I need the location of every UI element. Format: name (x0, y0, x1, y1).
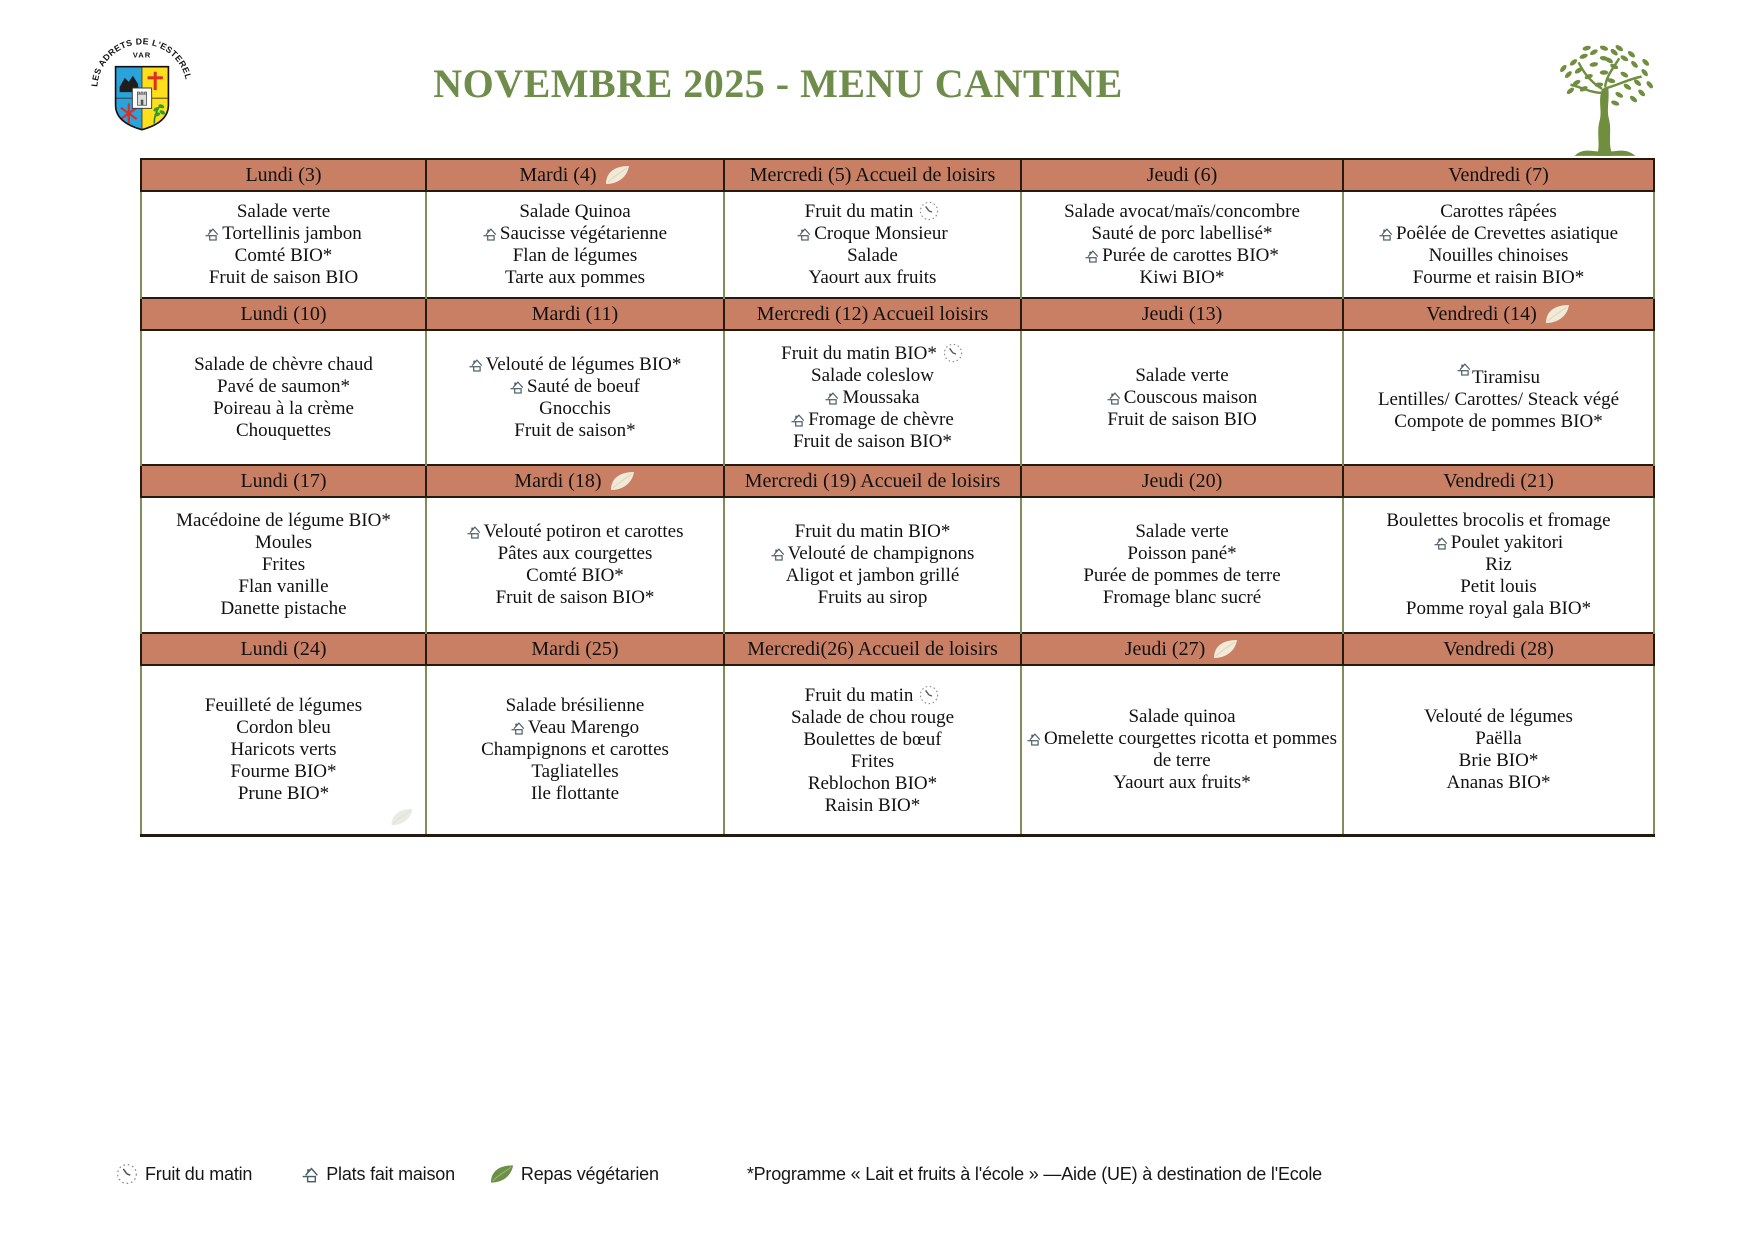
menu-item-text: Salade coleslow (811, 365, 934, 386)
menu-item-text: Salade de chèvre chaud (194, 353, 373, 375)
menu-item-text: Paëlla (1475, 728, 1522, 749)
menu-item-text: Frites (261, 554, 306, 575)
menu-item (146, 245, 421, 267)
menu-item (1026, 223, 1338, 245)
day-header-cell (1021, 465, 1343, 497)
menu-cell (724, 330, 1021, 465)
menu-item (1026, 365, 1338, 387)
menu-item (1348, 362, 1649, 389)
menu-item (729, 223, 1016, 245)
house-fait-maison-icon (1027, 732, 1042, 746)
legend-repas-vegetarien (489, 1163, 659, 1186)
menu-item (729, 587, 1016, 609)
day-header-label: Mercredi (19) Accueil de loisirs (744, 469, 1001, 492)
crest-region-text: VAR (132, 50, 152, 60)
menu-item-text: Saucisse végétarienne (499, 222, 668, 244)
house-fait-maison-icon (1434, 536, 1449, 550)
clock-fruit-du-matin-icon (918, 200, 940, 222)
menu-item-text: Raisin BIO* (824, 794, 921, 816)
menu-item-text: Fromage blanc sucré (1102, 587, 1262, 608)
menu-cell (1343, 665, 1654, 836)
menu-item-text: Pomme royal gala BIO* (1405, 598, 1592, 619)
menu-item-text: Omelette courgettes ricotta et pommes de terre (1044, 728, 1337, 771)
menu-cell (724, 191, 1021, 298)
menu-cell (1343, 191, 1654, 298)
house-fait-maison-icon (205, 227, 220, 241)
menu-item-text: Danette pistache (220, 598, 347, 619)
menu-item-text: Sauté de boeuf (527, 375, 640, 397)
legend-label: Plats fait maison (326, 1163, 455, 1184)
menu-item-text: Tagliatelles (531, 761, 619, 782)
menu-item-text: Poulet yakitori (1450, 532, 1564, 553)
day-header-label: Mardi (25) (531, 637, 619, 660)
menu-item (729, 543, 1016, 565)
menu-item (1348, 598, 1649, 620)
menu-item (431, 267, 719, 289)
clock-fruit-du-matin-icon (918, 684, 940, 706)
menu-item-text: Salade (847, 245, 898, 266)
menu-item (729, 751, 1016, 773)
menu-cell (141, 330, 426, 465)
menu-item (431, 398, 719, 420)
menu-item-text: Flan vanille (238, 576, 329, 597)
clock-icon (115, 1162, 139, 1186)
house-fait-maison-icon (511, 721, 526, 735)
day-header-label: Lundi (24) (240, 637, 327, 660)
menu-item (146, 223, 421, 245)
menu-item (729, 342, 1016, 365)
day-header-label: Mercredi(26) Accueil de loisirs (747, 637, 998, 660)
menu-item-text: Carottes râpées (1440, 200, 1557, 222)
day-header-cell (141, 298, 426, 330)
menu-item (1348, 411, 1649, 433)
house-fait-maison-icon (1457, 362, 1472, 376)
menu-item (146, 532, 421, 554)
menu-item (1026, 543, 1338, 565)
house-icon (302, 1166, 320, 1183)
menu-item (146, 576, 421, 598)
menu-item (431, 420, 719, 442)
house-fait-maison-icon (1379, 227, 1394, 241)
menu-item (146, 420, 421, 442)
menu-item (729, 684, 1016, 707)
menu-item (146, 739, 421, 761)
menu-item (431, 245, 719, 267)
menu-item-text: Croque Monsieur (814, 223, 948, 244)
menu-item (729, 795, 1016, 817)
menu-item-text: Fourme et raisin BIO* (1412, 266, 1585, 288)
menu-item (1348, 554, 1649, 576)
day-header-label: Vendredi (7) (1448, 163, 1549, 186)
menu-item-text: Fruit du matin BIO* (781, 343, 937, 364)
menu-item (146, 783, 421, 805)
menu-item-text: Velouté de légumes BIO* (485, 353, 682, 375)
menu-item (1026, 565, 1338, 587)
day-header-label: Vendredi (14) (1426, 302, 1537, 325)
menu-item-text: Tarte aux pommes (504, 266, 646, 288)
day-header-cell (426, 633, 724, 665)
page-title: NOVEMBRE 2025 - MENU CANTINE (433, 61, 1123, 106)
day-header-label: Jeudi (13) (1141, 302, 1223, 325)
menu-cell (141, 191, 426, 298)
menu-item-text: Poêlée de Crevettes asiatique (1395, 222, 1619, 244)
house-fait-maison-icon (797, 227, 812, 241)
menu-cell (724, 497, 1021, 633)
menu-item-text: Yaourt aux fruits* (1113, 772, 1251, 793)
menu-item-text: Flan de légumes (512, 244, 638, 266)
menu-item (1026, 245, 1338, 267)
menu-item-text: Tortellinis jambon (222, 222, 362, 244)
menu-item (431, 543, 719, 565)
day-header-cell (1343, 465, 1654, 497)
menu-item (1026, 521, 1338, 543)
day-header-cell (426, 298, 724, 330)
menu-item-text: Reblochon BIO* (807, 772, 938, 794)
menu-item-text: Gnocchis (539, 397, 611, 419)
menu-item-text: Fruit du matin BIO* (794, 521, 951, 542)
legend-note: *Programme « Lait et fruits à l'école » —Aide (UE) à destination de l'Ecole (746, 1163, 1322, 1184)
day-header-label: Vendredi (21) (1443, 469, 1554, 492)
menu-item-text: Fruit de saison BIO (208, 266, 359, 288)
menu-item-text: Fruit de saison BIO* (495, 587, 655, 608)
menu-item-text: Fourme BIO* (230, 761, 337, 782)
pale-leaf-icon (389, 807, 415, 828)
menu-item (729, 431, 1016, 453)
menu-item-text: Poireau à la crème (213, 397, 354, 419)
menu-item (146, 695, 421, 717)
menu-item (431, 783, 719, 805)
legend-plats-fait-maison (302, 1164, 455, 1185)
menu-item-text: Moussaka (842, 387, 920, 408)
menu-item-text: Velouté potiron et carottes (483, 521, 684, 542)
menu-item (1026, 587, 1338, 609)
menu-item-text: Cordon bleu (236, 717, 331, 738)
menu-item-text: Veau Marengo (527, 717, 640, 738)
day-header-cell (1343, 159, 1654, 191)
menu-item (1026, 728, 1338, 772)
day-header-label: Lundi (3) (245, 163, 322, 186)
menu-item (431, 201, 719, 223)
menu-item-text: Fruit de saison* (514, 419, 636, 441)
menu-item-text: Ananas BIO* (1446, 772, 1551, 793)
menu-cell (1343, 497, 1654, 633)
menu-item (431, 739, 719, 761)
legend-label: Repas végétarien (520, 1163, 659, 1184)
day-header-label: Lundi (17) (240, 469, 327, 492)
menu-item (729, 245, 1016, 267)
menu-item (729, 521, 1016, 543)
menu-item-text: Chouquettes (236, 419, 331, 441)
menu-item-text: Pâtes aux courgettes (497, 543, 653, 564)
legend (110, 1162, 1322, 1186)
menu-item-text: Kiwi BIO* (1139, 266, 1225, 288)
house-fait-maison-icon (825, 391, 840, 405)
menu-item (146, 598, 421, 620)
menu-item-text: Salade Quinoa (519, 200, 631, 222)
menu-item (146, 510, 421, 532)
menu-item-text: Fruit du matin (804, 684, 914, 706)
menu-item-text: Couscous maison (1123, 386, 1258, 408)
menu-item-text: Salade de chou rouge (790, 706, 955, 728)
olive-tree-logo (1546, 40, 1662, 160)
day-header-label: Mardi (18) (514, 469, 602, 492)
menu-item (146, 354, 421, 376)
crest-arc-text: LES ADRETS DE L'ESTEREL (89, 36, 194, 88)
menu-item (729, 387, 1016, 409)
menu-item (1348, 267, 1649, 289)
menu-cell (141, 665, 426, 836)
menu-item (1348, 201, 1649, 223)
menu-item-text: Sauté de porc labellisé* (1091, 222, 1273, 244)
menu-item (1348, 223, 1649, 245)
menu-item (729, 200, 1016, 223)
menu-item (1348, 389, 1649, 411)
legend-fruit-du-matin (110, 1162, 252, 1186)
menu-item-text: Velouté de champignons (787, 543, 975, 564)
menu-item-text: Fruits au sirop (817, 587, 928, 608)
vegetarian-leaf-icon (1212, 638, 1239, 661)
menu-item (146, 554, 421, 576)
house-fait-maison-icon (483, 227, 498, 241)
menu-item (1026, 772, 1338, 794)
day-header-label: Mardi (4) (519, 163, 597, 186)
day-header-cell (1021, 159, 1343, 191)
menu-item (1026, 387, 1338, 409)
menu-cell (426, 191, 724, 298)
menu-item-text: Salade verte (1135, 521, 1229, 542)
menu-item-text: Fruit du matin (804, 201, 914, 222)
vegetarian-leaf-icon (604, 164, 631, 187)
menu-item (431, 717, 719, 739)
menu-item-text: Feuilleté de légumes (204, 695, 363, 716)
menu-item-text: Nouilles chinoises (1428, 244, 1569, 266)
day-header-cell (724, 159, 1021, 191)
menu-item-text: Salade verte (1135, 364, 1229, 386)
house-fait-maison-icon (510, 380, 525, 394)
menu-item (1348, 750, 1649, 772)
menu-item (1026, 706, 1338, 728)
menu-item-text: Haricots verts (230, 739, 337, 760)
menu-item (729, 409, 1016, 431)
menu-item-text: Boulettes brocolis et fromage (1386, 510, 1611, 531)
menu-item (729, 773, 1016, 795)
menu-item-text: Salade verte (236, 200, 331, 222)
menu-item-text: Salade brésilienne (505, 695, 645, 716)
menu-cell (1343, 330, 1654, 465)
menu-item (729, 365, 1016, 387)
vegetarian-leaf-icon (1544, 303, 1571, 326)
menu-item (729, 729, 1016, 751)
menu-item (1348, 510, 1649, 532)
menu-item-text: Fruit de saison BIO* (793, 431, 952, 452)
menu-item (1348, 772, 1649, 794)
house-fait-maison-icon (1107, 391, 1122, 405)
menu-item-text: Salade avocat/maïs/concombre (1064, 200, 1300, 222)
menu-item (1348, 245, 1649, 267)
menu-cell (1021, 497, 1343, 633)
menu-item-text: Purée de pommes de terre (1083, 565, 1281, 586)
menu-item-text: Prune BIO* (237, 783, 330, 804)
day-header-cell (1021, 298, 1343, 330)
menu-item-text: Compote de pommes BIO* (1394, 411, 1603, 432)
menu-cell (141, 497, 426, 633)
house-fait-maison-icon (467, 525, 482, 539)
menu-item-text: Moules (255, 532, 312, 553)
day-header-cell (724, 298, 1021, 330)
day-header-cell (1343, 633, 1654, 665)
menu-item (146, 376, 421, 398)
menu-item-text: Yaourt aux fruits (808, 267, 937, 288)
menu-item (1026, 267, 1338, 289)
menu-item (1026, 201, 1338, 223)
day-header-cell (141, 633, 426, 665)
menu-item (1348, 706, 1649, 728)
leaf-icon (489, 1163, 515, 1186)
house-fait-maison-icon (791, 413, 806, 427)
legend-label: Fruit du matin (145, 1163, 253, 1184)
day-header-cell (724, 633, 1021, 665)
menu-cell (1021, 330, 1343, 465)
menu-item (431, 521, 719, 543)
menu-item-text: Poisson pané* (1127, 543, 1237, 564)
menu-item (1348, 728, 1649, 750)
menu-item (1348, 576, 1649, 598)
menu-item (729, 565, 1016, 587)
menu-item-text: Fromage de chèvre (808, 409, 954, 430)
menu-item (146, 398, 421, 420)
menu-item-text: Brie BIO* (1458, 750, 1539, 771)
menu-item (431, 695, 719, 717)
menu-item-text: Champignons et carottes (481, 739, 669, 760)
day-header-label: Jeudi (27) (1124, 637, 1206, 660)
menu-cell (724, 665, 1021, 836)
day-header-label: Jeudi (6) (1146, 163, 1218, 186)
day-header-label: Mardi (11) (531, 302, 619, 325)
menu-item-text: Frites (850, 750, 895, 772)
menu-item-text: Boulettes de bœuf (803, 728, 942, 750)
menu-item (729, 267, 1016, 289)
menu-cell (426, 330, 724, 465)
menu-item-text: Comté BIO* (234, 244, 333, 266)
menu-item-text: Macédoine de légume BIO* (176, 510, 391, 531)
menu-cell (426, 665, 724, 836)
menu-item (146, 761, 421, 783)
menu-item (431, 376, 719, 398)
menu-table (140, 158, 1655, 837)
menu-item-text: Salade quinoa (1128, 706, 1236, 727)
menu-item (146, 267, 421, 289)
day-header-cell (426, 159, 724, 191)
menu-item (146, 201, 421, 223)
menu-item-text: Fruit de saison BIO (1107, 408, 1257, 430)
house-fait-maison-icon (771, 547, 786, 561)
menu-item-text: Petit louis (1460, 576, 1537, 597)
menu-item (1348, 532, 1649, 554)
day-header-label: Lundi (10) (240, 302, 327, 325)
menu-item-text: Comté BIO* (526, 565, 624, 586)
menu-item (729, 707, 1016, 729)
menu-item (431, 565, 719, 587)
menu-item (1026, 409, 1338, 431)
day-header-cell (426, 465, 724, 497)
house-fait-maison-icon (469, 358, 484, 372)
clock-fruit-du-matin-icon (942, 342, 964, 364)
menu-item (431, 354, 719, 376)
menu-item-text: Purée de carottes BIO* (1102, 244, 1279, 266)
day-header-cell (141, 465, 426, 497)
menu-item-text: Ile flottante (530, 783, 620, 804)
day-header-cell (1343, 298, 1654, 330)
menu-item (431, 223, 719, 245)
menu-cell (426, 497, 724, 633)
menu-item-text: Aligot et jambon grillé (785, 565, 960, 586)
menu-item-text: Pavé de saumon* (217, 375, 350, 397)
menu-item-text: Riz (1485, 554, 1512, 575)
menu-item-text: Tiramisu (1472, 367, 1540, 388)
day-header-label: Mercredi (12) Accueil loisirs (756, 302, 989, 325)
day-header-cell (724, 465, 1021, 497)
day-header-cell (141, 159, 426, 191)
day-header-cell (1021, 633, 1343, 665)
menu-item (146, 717, 421, 739)
day-header-label: Jeudi (20) (1141, 469, 1223, 492)
menu-item-text: Lentilles/ Carottes/ Steack végé (1377, 389, 1620, 410)
menu-item (431, 761, 719, 783)
menu-cell (1021, 665, 1343, 836)
menu-item (431, 587, 719, 609)
menu-item-text: Velouté de légumes (1424, 706, 1573, 727)
vegetarian-leaf-icon (609, 470, 636, 493)
menu-cell (1021, 191, 1343, 298)
house-fait-maison-icon (1085, 249, 1100, 263)
day-header-label: Vendredi (28) (1443, 637, 1554, 660)
day-header-label: Mercredi (5) Accueil de loisirs (749, 163, 996, 186)
